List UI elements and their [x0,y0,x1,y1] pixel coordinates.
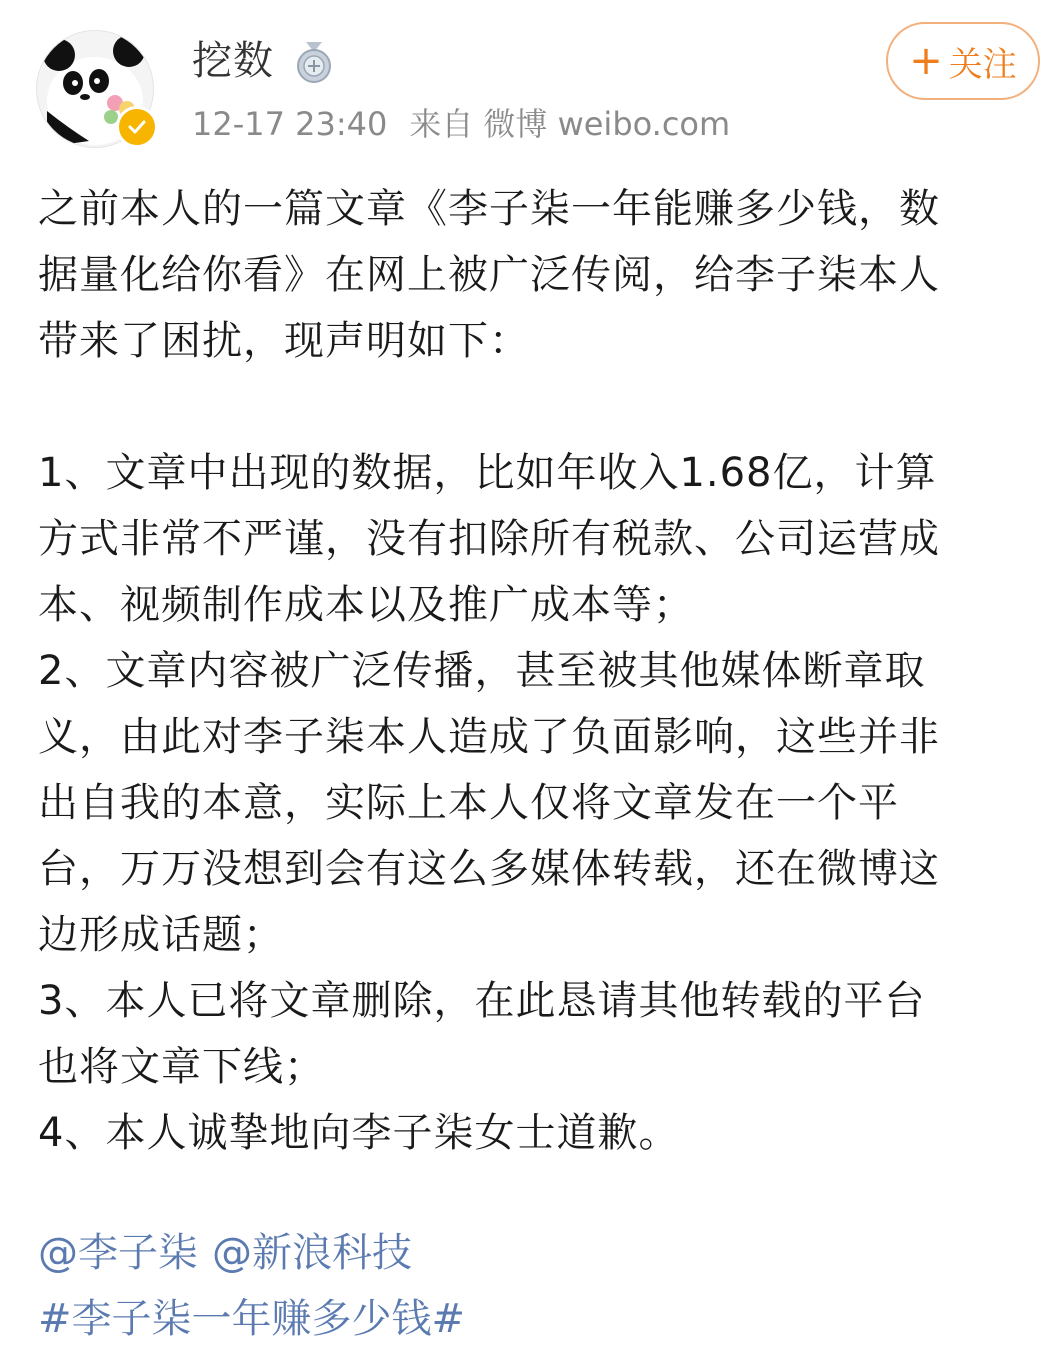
follow-label: 关注 [948,44,1017,85]
post-line: 之前本人的一篇文章《李子柒一年能赚多少钱，数 [38,186,940,232]
post-line: 也将文章下线； [38,1044,325,1090]
follow-button[interactable] [886,22,1040,100]
paragraph-gap [38,374,1030,440]
post-body [38,176,1030,1166]
post-line: 本、视频制作成本以及推广成本等； [38,582,694,628]
post-source[interactable]: 微博 weibo.com [483,105,731,143]
post-header [0,0,1064,160]
plus-icon: + [909,38,943,84]
post-time: 12-17 23:40 [192,105,388,143]
mentions-row [38,1220,1030,1286]
avatar[interactable] [36,30,156,150]
topic-row [38,1286,1030,1352]
post-line: 3、本人已将文章删除，在此恳请其他转载的平台 [38,978,926,1024]
medal-icon[interactable] [294,40,334,84]
post-line: 方式非常不严谨，没有扣除所有税款、公司运营成 [38,516,940,562]
post-line: 据量化给你看》在网上被广泛传阅，给李子柒本人 [38,252,940,298]
mention-link[interactable]: @李子柒 [38,1230,198,1276]
username[interactable]: 挖数 [192,38,274,84]
post-line: 出自我的本意，实际上本人仅将文章发在一个平 [38,780,899,826]
mention-link[interactable]: @新浪科技 [212,1230,412,1276]
post-meta [192,104,730,144]
post-line: 4、本人诚挚地向李子柒女士道歉。 [38,1110,680,1156]
post-line: 2、文章内容被广泛传播，甚至被其他媒体断章取 [38,648,926,694]
post-line: 台，万万没想到会有这么多媒体转载，还在微博这 [38,846,940,892]
verified-check-icon [116,106,158,148]
post-line: 义，由此对李子柒本人造成了负面影响，这些并非 [38,714,940,760]
source-prefix: 来自 [409,105,474,143]
topic-link[interactable]: #李子柒一年赚多少钱# [38,1296,466,1342]
post-line: 1、文章中出现的数据，比如年收入1.68亿，计算 [38,450,937,496]
post-links [38,1220,1030,1352]
post-line: 边形成话题； [38,912,284,958]
post-line: 带来了困扰，现声明如下： [38,318,530,364]
